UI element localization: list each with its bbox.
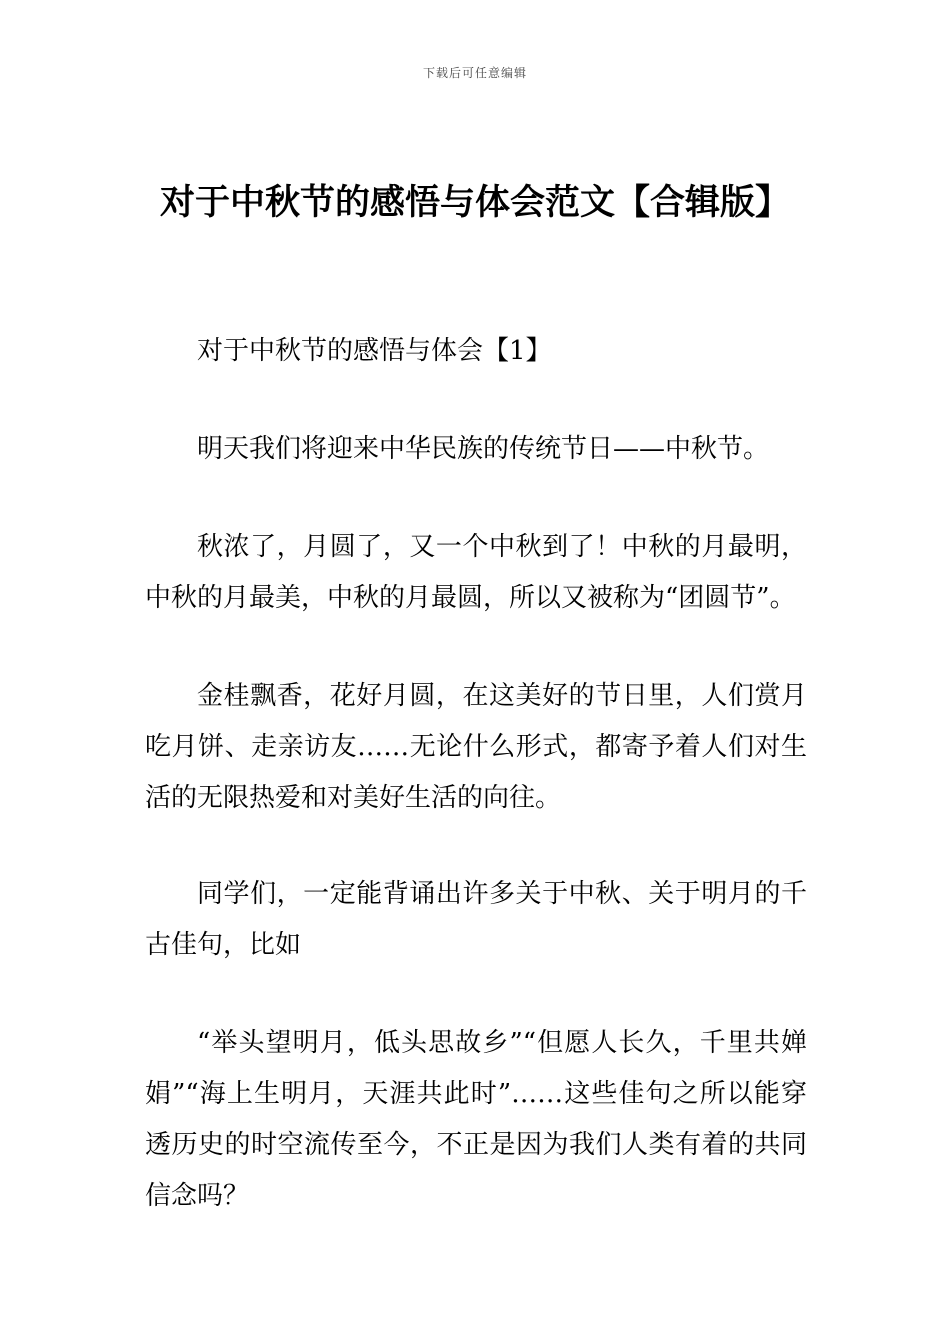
header-note: 下载后可任意编辑	[422, 66, 527, 80]
paragraph: 明天我们将迎来中华民族的传统节日——中秋节。	[197, 434, 770, 464]
document-title: 对于中秋节的感悟与体会范文【合辑版】	[159, 183, 790, 223]
paragraph: 金桂飘香，花好月圆，在这美好的节日里，人们赏月吃月饼、走亲访友……无论什么形式，都寄予着人们对生活的无限热爱和对美好生活的向往。	[145, 681, 807, 813]
paragraph: 秋浓了，月圆了，又一个中秋到了！中秋的月最明，中秋的月最美，中秋的月最圆，所以又被称为“团圆节”。	[145, 532, 807, 613]
section-heading: 对于中秋节的感悟与体会【1】	[197, 336, 552, 366]
paragraph: 同学们，一定能背诵出许多关于中秋、关于明月的千古佳句，比如	[145, 879, 807, 960]
paragraph: “举头望明月，低头思故乡”“但愿人长久，千里共婵娟”“海上生明月，天涯共此时”……这些佳句之所以能穿透历史的时空流传至今，不正是因为我们人类有着的共同信念吗？	[145, 1028, 807, 1211]
